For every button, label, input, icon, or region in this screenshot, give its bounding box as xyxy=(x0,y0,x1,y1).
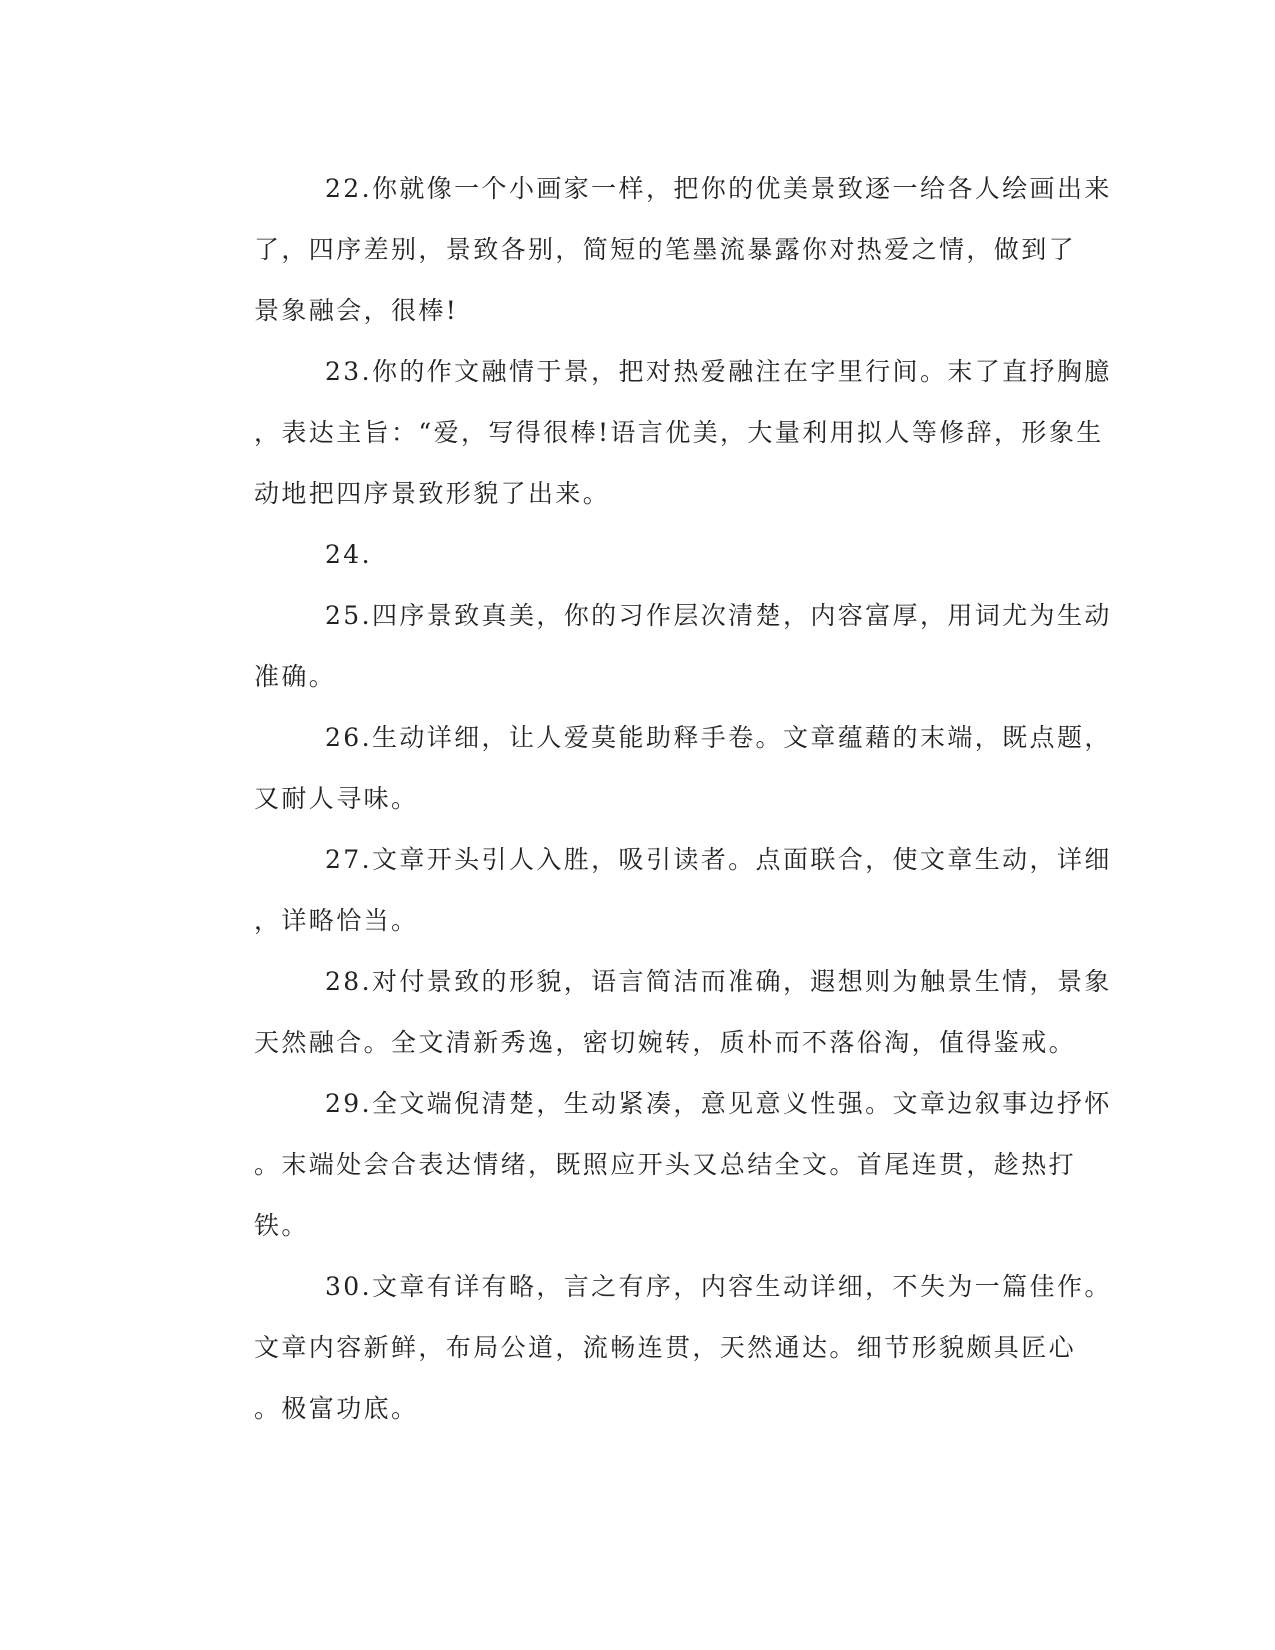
comment-25-line-1: 25.四序景致真美，你的习作层次清楚，内容富厚，用词尤为生动 xyxy=(325,601,1112,630)
comment-22-line-3: 景象融会，很棒! xyxy=(254,296,459,325)
comment-29-line-2: 。末端处会合表达情绪，既照应开头又总结全文。首尾连贯，趁热打 xyxy=(254,1150,1077,1179)
comment-paragraph-26 xyxy=(183,707,1112,829)
comment-23-line-1: 23.你的作文融情于景，把对热爱融注在字里行间。末了直抒胸臆 xyxy=(325,357,1112,386)
comment-27-line-1: 27.文章开头引人入胜，吸引读者。点面联合，使文章生动，详细 xyxy=(325,845,1112,874)
comment-22-line-1: 22.你就像一个小画家一样，把你的优美景致逐一给各人绘画出来 xyxy=(325,174,1112,203)
comment-30-line-1: 30.文章有详有略，言之有序，内容生动详细，不失为一篇佳作。 xyxy=(325,1272,1112,1301)
comment-30-line-2: 文章内容新鲜，布局公道，流畅连贯，天然通达。细节形貌颇具匠心 xyxy=(254,1333,1077,1362)
comment-26-line-1: 26.生动详细，让人爱莫能助释手卷。文章蕴藉的末端，既点题， xyxy=(325,723,1112,752)
comment-26-line-2: 又耐人寻味。 xyxy=(254,784,419,813)
comment-25-line-2: 准确。 xyxy=(254,662,337,691)
comment-28-line-1: 28.对付景致的形貌，语言简洁而准确，遐想则为触景生情，景象 xyxy=(325,967,1112,996)
comment-23-line-3: 动地把四序景致形貌了出来。 xyxy=(254,479,611,508)
comment-paragraph-23 xyxy=(183,341,1112,524)
comment-23-line-2: ，表达主旨：“爱，写得很棒!语言优美，大量利用拟人等修辞，形象生 xyxy=(254,418,1104,447)
comment-paragraph-29 xyxy=(183,1073,1112,1256)
comment-list xyxy=(183,158,1112,1439)
comment-paragraph-30 xyxy=(183,1256,1112,1439)
comment-paragraph-22 xyxy=(183,158,1112,341)
comment-paragraph-28 xyxy=(183,951,1112,1073)
comment-29-line-3: 铁。 xyxy=(254,1211,309,1240)
comment-30-line-3: 。极富功底。 xyxy=(254,1394,419,1423)
comment-27-line-2: ，详略恰当。 xyxy=(254,906,419,935)
comment-paragraph-24 xyxy=(183,524,1073,585)
comment-paragraph-25 xyxy=(183,585,1112,707)
comment-29-line-1: 29.全文端倪清楚，生动紧凑，意见意义性强。文章边叙事边抒怀 xyxy=(325,1089,1112,1118)
comment-22-line-2: 了，四序差别，景致各别，简短的笔墨流暴露你对热爱之情，做到了 xyxy=(254,235,1077,264)
comment-28-line-2: 天然融合。全文清新秀逸，密切婉转，质朴而不落俗淘，值得鉴戒。 xyxy=(254,1028,1077,1057)
comment-24-line-1: 24. xyxy=(325,540,372,569)
comment-paragraph-27 xyxy=(183,829,1112,951)
